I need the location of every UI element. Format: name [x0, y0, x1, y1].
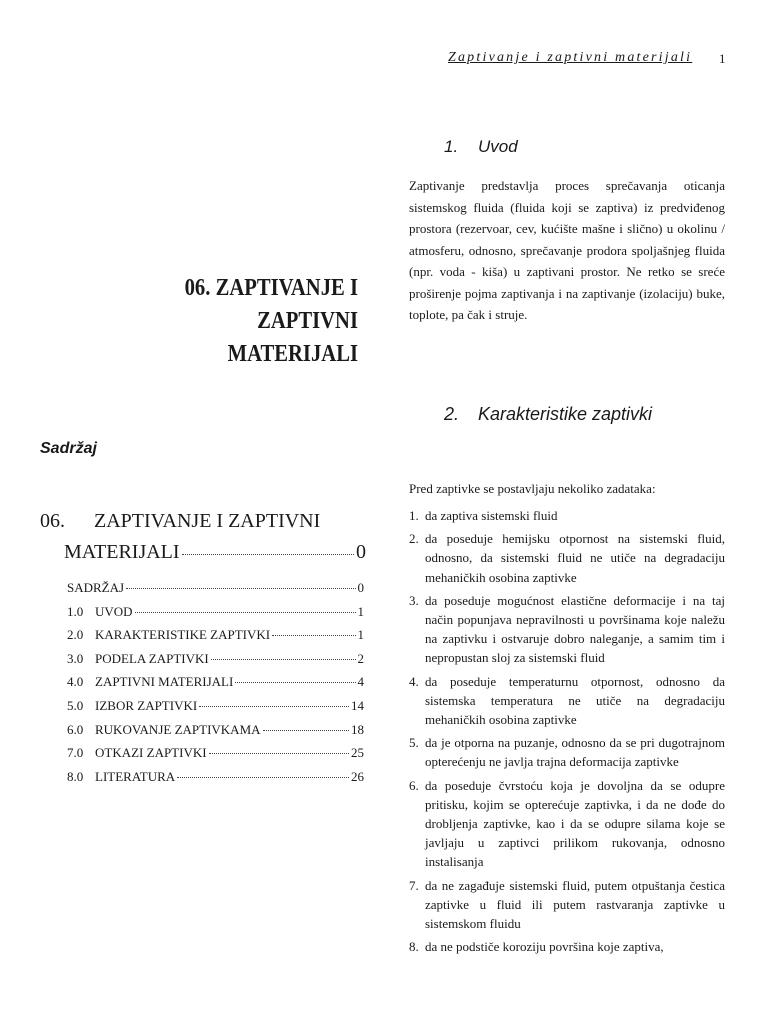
toc-item-number: 5.0 — [67, 697, 84, 713]
toc-item-number: 8.0 — [67, 768, 84, 784]
section-title: Uvod — [478, 137, 518, 156]
list-item — [409, 506, 725, 525]
list-item-text: da poseduje hemijsku otpornost na sistemski fluid, odnosno, da sistemski fluid ne utiče na degradaciju mehaničkih osobina zaptivke — [425, 531, 725, 585]
toc-main-title-line1: ZAPTIVANJE I ZAPTIVNI — [94, 510, 321, 532]
toc-main-page: 0 — [356, 541, 366, 563]
toc-heading: Sadržaj — [40, 440, 97, 457]
toc-item-izbor[interactable] — [67, 698, 364, 722]
toc-item-label: KARAKTERISTIKE ZAPTIVKI — [95, 627, 271, 643]
list-item-number: 6. — [409, 777, 419, 793]
toc-item-number: 4.0 — [67, 674, 84, 690]
list-item-text: da poseduje čvrstoću koja je dovoljna da se odupre pritisku, kojim se opterećuje zaptivka, i da ne dođe do drobljenja zaptivke, kao i da se odupre silama koje se javljaju u zaptivci prilikom rukovanja, odnosno instalisanja — [425, 777, 725, 870]
toc-item-karakteristike[interactable] — [67, 627, 364, 651]
list-item-text: da zaptiva sistemski fluid — [425, 508, 558, 523]
toc-item-page: 1 — [357, 603, 364, 619]
toc-leader-dots — [135, 612, 356, 613]
toc-item-label: SADRŽAJ — [67, 580, 125, 595]
list-item-number: 4. — [409, 673, 419, 689]
list-item-text: da ne podstiče koroziju površina koje zaptiva, — [425, 939, 664, 955]
toc-leader-dots — [211, 659, 356, 660]
toc-item-otkazi[interactable] — [67, 745, 364, 769]
page-number: 1 — [719, 51, 726, 66]
toc-list — [67, 580, 364, 792]
toc-leader-dots — [209, 753, 349, 754]
list-item-number: 3. — [409, 592, 419, 608]
document-title — [85, 272, 358, 371]
toc-item-page: 25 — [351, 745, 364, 761]
toc-item-number: 2.0 — [67, 627, 84, 643]
toc-leader-dots — [182, 554, 354, 555]
toc-item-label: UVOD — [95, 603, 133, 619]
list-item — [409, 937, 725, 956]
section-title: Karakteristike zaptivki — [478, 404, 653, 424]
toc-item-materijali[interactable] — [67, 674, 364, 698]
list-item-number: 8. — [409, 939, 419, 955]
toc-item-sadrzaj[interactable] — [67, 580, 364, 604]
toc-main-title-line2: MATERIJALI — [64, 541, 180, 563]
section-heading-karakteristike — [444, 404, 652, 425]
running-header-title: Zaptivanje i zaptivni materijali — [448, 50, 693, 65]
toc-item-page: 1 — [357, 627, 364, 643]
toc-leader-dots — [177, 777, 349, 778]
section-number: 1. — [444, 137, 459, 156]
list-item-number: 7. — [409, 877, 419, 893]
toc-item-number: 6.0 — [67, 721, 84, 737]
toc-main-entry[interactable] — [40, 510, 366, 564]
list-item-text: da poseduje temperaturnu otpornost, odnosno da sistemska temperatura ne utiče na degradaciju mehaničkih osobina zaptivke — [425, 673, 725, 728]
toc-item-page: 14 — [351, 697, 364, 713]
toc-leader-dots — [199, 706, 349, 707]
list-item — [409, 776, 725, 872]
toc-item-label: OTKAZI ZAPTIVKI — [95, 745, 207, 761]
toc-leader-dots — [126, 588, 355, 589]
toc-item-page: 26 — [351, 768, 364, 784]
toc-leader-dots — [235, 682, 355, 683]
toc-item-label: RUKOVANJE ZAPTIVKAMA — [95, 721, 261, 737]
list-item — [409, 876, 725, 934]
section-number: 2. — [444, 404, 460, 424]
list-item-number: 5. — [409, 735, 419, 751]
list-item — [409, 591, 725, 668]
document-title-line1: 06. ZAPTIVANJE I ZAPTIVNI — [184, 275, 358, 334]
document-title-line2: MATERIJALI — [227, 341, 358, 367]
toc-main-number: 06. — [40, 510, 65, 532]
list-item-number: 1. — [409, 508, 419, 523]
toc-leader-dots — [272, 635, 355, 636]
toc-item-rukovanje[interactable] — [67, 722, 364, 746]
toc-item-literatura[interactable] — [67, 769, 364, 793]
list-item — [409, 672, 725, 730]
requirements-intro: Pred zaptivke se postavljaju nekoliko zadataka: — [409, 481, 656, 496]
toc-item-page: 2 — [357, 650, 364, 666]
list-item-text: da je otporna na puzanje, odnosno da se pri dugotrajnom opterećenju ne javlja trajna deformacija zaptivke — [425, 735, 725, 770]
toc-item-podela[interactable] — [67, 651, 364, 675]
toc-item-number: 7.0 — [67, 745, 84, 761]
toc-item-page: 0 — [357, 580, 364, 595]
section-heading-uvod — [444, 137, 518, 157]
toc-item-label: IZBOR ZAPTIVKI — [95, 697, 198, 713]
toc-item-label: ZAPTIVNI MATERIJALI — [95, 674, 234, 690]
list-item — [409, 529, 725, 587]
toc-leader-dots — [263, 730, 349, 731]
toc-item-uvod[interactable] — [67, 604, 364, 628]
toc-item-number: 3.0 — [67, 650, 84, 666]
toc-item-label: PODELA ZAPTIVKI — [95, 650, 209, 666]
requirements-list — [409, 506, 725, 960]
toc-item-page: 4 — [357, 674, 364, 690]
toc-item-page: 18 — [351, 721, 364, 737]
list-item-text: da poseduje mogućnost elastične deformacije i na taj način popunjava nepravilnosti u površinama koje naležu na zaptivku i ostvaruje dobro naleganje, a samim tim i nepropustan sloj za sistemski fluid — [425, 592, 725, 666]
toc-item-label: LITERATURA — [95, 768, 176, 784]
list-item — [409, 733, 725, 771]
list-item-text: da ne zagađuje sistemski fluid, putem otpuštanja čestica zaptivke u fluid ili putem rastvaranja zaptivke u sistemskom fluidu — [425, 877, 725, 932]
intro-paragraph: Zaptivanje predstavlja proces sprečavanja oticanja sistemskog fluida (fluida koji se zaptiva) iz predviđenog prostora (rezervoar, cev, kućište mašne i slično) u okolinu / atmosferu, odnosno, sprečavanje prodora spoljašnjeg fluida (npr. voda - kiša) u zaptivani prostor. Ne retko se sreće proširenje pojma zaptivanja i na zaptivanje (izolaciju) buke, toplote, pa čak i struje. — [409, 178, 725, 322]
list-item-number: 2. — [409, 531, 419, 547]
toc-item-number: 1.0 — [67, 603, 84, 619]
